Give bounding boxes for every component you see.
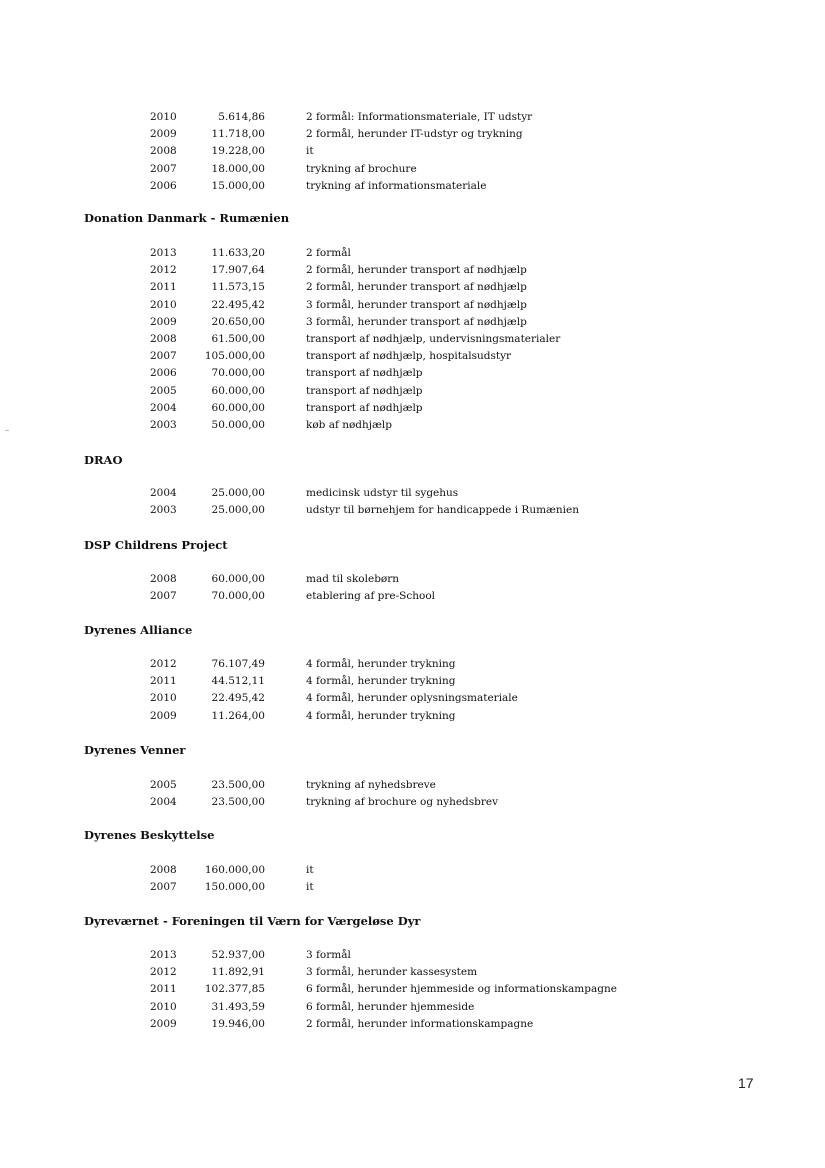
row-amount: 60.000,00 [211,384,265,397]
row-description: it [306,881,314,894]
row-amount: 31.493,59 [211,1000,265,1013]
row-year: 2009 [150,315,177,328]
row-year: 2009 [150,1017,177,1030]
row-amount: 11.892,91 [211,966,265,979]
table-row [0,178,825,195]
row-description: 2 formål, herunder IT-udstyr og trykning [306,128,523,141]
row-year: 2010 [150,692,177,705]
row-amount: 11.264,00 [211,709,265,722]
row-year: 2006 [150,367,177,380]
row-amount: 11.633,20 [211,247,265,259]
row-description: medicinsk udstyr til sygehus [306,487,459,499]
table-row [0,862,825,879]
row-year: 2007 [150,590,177,603]
row-year: 2004 [150,401,177,414]
table-row [0,981,825,998]
row-description: 2 formål: Informationsmateriale, IT udstyr [306,111,533,123]
row-year: 2007 [150,881,177,894]
row-description: 3 formål, herunder transport af nødhjælp [306,315,527,328]
table-row [0,314,825,331]
row-description: 4 formål, herunder trykning [306,675,456,688]
row-amount: 18.000,00 [211,162,265,175]
row-year: 2010 [150,1000,177,1013]
row-description: 4 formål, herunder trykning [306,709,456,722]
row-amount: 11.573,15 [211,281,265,294]
row-amount: 50.000,00 [211,419,265,431]
row-amount: 17.907,64 [211,264,265,277]
row-description: transport af nødhjælp [306,401,423,414]
row-description: transport af nødhjælp [306,384,423,397]
table-row [0,571,825,588]
row-year: 2007 [150,350,177,363]
row-year: 2010 [150,298,177,311]
section-heading: Dyrenes Venner [84,743,186,757]
row-description: 3 formål [306,949,351,961]
table-row [0,126,825,143]
row-amount: 15.000,00 [211,179,265,192]
section-heading: DRAO [84,453,123,467]
row-year: 2005 [150,384,177,397]
row-amount: 60.000,00 [211,401,265,414]
section-heading: Dyreværnet - Foreningen til Værn for Værgeløse Dyr [84,914,421,928]
table-row [0,262,825,279]
table-row [0,348,825,365]
row-amount: 11.718,00 [211,128,265,141]
table-row [0,245,825,262]
table-row [0,1016,825,1033]
row-description: 6 formål, herunder hjemmeside [306,1000,475,1013]
row-year: 2008 [150,573,177,585]
table-row [0,297,825,314]
row-amount: 19.946,00 [211,1017,265,1030]
table-row [0,417,825,434]
row-description: 3 formål, herunder transport af nødhjælp [306,298,527,311]
table-row [0,502,825,519]
table-row [0,879,825,896]
table-row [0,690,825,707]
row-year: 2010 [150,111,177,123]
row-amount: 52.937,00 [211,949,265,961]
row-description: 2 formål, herunder informationskampagne [306,1017,534,1030]
row-description: 2 formål [306,247,351,259]
row-year: 2009 [150,709,177,722]
row-amount: 61.500,00 [211,333,265,345]
row-year: 2012 [150,658,177,670]
row-description: 2 formål, herunder transport af nødhjælp [306,264,527,277]
table-row [0,279,825,296]
row-amount: 70.000,00 [211,367,265,380]
table-row [0,964,825,981]
row-year: 2007 [150,162,177,175]
table-row [0,485,825,502]
section-heading: DSP Childrens Project [84,538,228,552]
row-year: 2006 [150,179,177,192]
section-heading: Dyrenes Beskyttelse [84,828,215,842]
row-description: mad til skolebørn [306,573,400,585]
row-description: udstyr til børnehjem for handicappede i Rumænien [306,504,580,517]
table-row [0,588,825,605]
row-amount: 5.614,86 [218,111,265,123]
row-year: 2004 [150,487,177,499]
row-year: 2005 [150,779,177,791]
row-amount: 23.500,00 [211,796,265,809]
row-description: trykning af informationsmateriale [306,179,487,192]
table-row [0,656,825,673]
row-amount: 160.000,00 [204,864,265,876]
row-description: trykning af brochure og nyhedsbrev [306,796,499,809]
row-year: 2008 [150,333,177,345]
row-description: it [306,864,314,876]
table-row [0,331,825,348]
row-year: 2008 [150,864,177,876]
table-row [0,794,825,811]
row-year: 2008 [150,145,177,158]
section-heading: Dyrenes Alliance [84,623,193,637]
row-description: 4 formål, herunder trykning [306,658,456,670]
row-year: 2011 [150,983,177,996]
row-year: 2011 [150,281,177,294]
row-amount: 23.500,00 [211,779,265,791]
row-year: 2012 [150,966,177,979]
row-amount: 22.495,42 [211,298,265,311]
row-amount: 105.000,00 [204,350,265,363]
row-amount: 44.512,11 [211,675,265,688]
table-row [0,999,825,1016]
table-row [0,109,825,126]
table-row [0,947,825,964]
row-description: køb af nødhjælp [306,419,392,431]
row-amount: 20.650,00 [211,315,265,328]
section-heading: Donation Danmark - Rumænien [84,211,290,225]
row-description: transport af nødhjælp, hospitalsudstyr [306,350,512,363]
row-year: 2013 [150,247,177,259]
row-year: 2004 [150,796,177,809]
row-description: transport af nødhjælp, undervisningsmaterialer [306,333,561,345]
row-description: 2 formål, herunder transport af nødhjælp [306,281,527,294]
row-year: 2003 [150,504,177,517]
table-row [0,383,825,400]
row-amount: 70.000,00 [211,590,265,603]
row-year: 2009 [150,128,177,141]
row-year: 2003 [150,419,177,431]
table-row [0,400,825,417]
table-row [0,673,825,690]
table-row [0,161,825,178]
row-amount: 19.228,00 [211,145,265,158]
row-amount: 25.000,00 [211,504,265,517]
row-year: 2012 [150,264,177,277]
row-description: 6 formål, herunder hjemmeside og informationskampagne [306,983,617,996]
row-description: trykning af brochure [306,162,417,175]
row-description: 4 formål, herunder oplysningsmateriale [306,692,518,705]
row-amount: 22.495,42 [211,692,265,705]
row-year: 2013 [150,949,177,961]
page-number: 17 [738,1075,754,1091]
table-row [0,143,825,160]
row-amount: 60.000,00 [211,573,265,585]
row-description: transport af nødhjælp [306,367,423,380]
row-year: 2011 [150,675,177,688]
row-description: etablering af pre-School [306,590,436,603]
table-row [0,708,825,725]
table-row [0,777,825,794]
table-row [0,365,825,382]
row-amount: 25.000,00 [211,487,265,499]
row-amount: 150.000,00 [204,881,265,894]
row-description: it [306,145,314,158]
row-amount: 102.377,85 [204,983,265,996]
row-amount: 76.107,49 [211,658,265,670]
row-description: 3 formål, herunder kassesystem [306,966,478,979]
row-description: trykning af nyhedsbreve [306,779,436,791]
